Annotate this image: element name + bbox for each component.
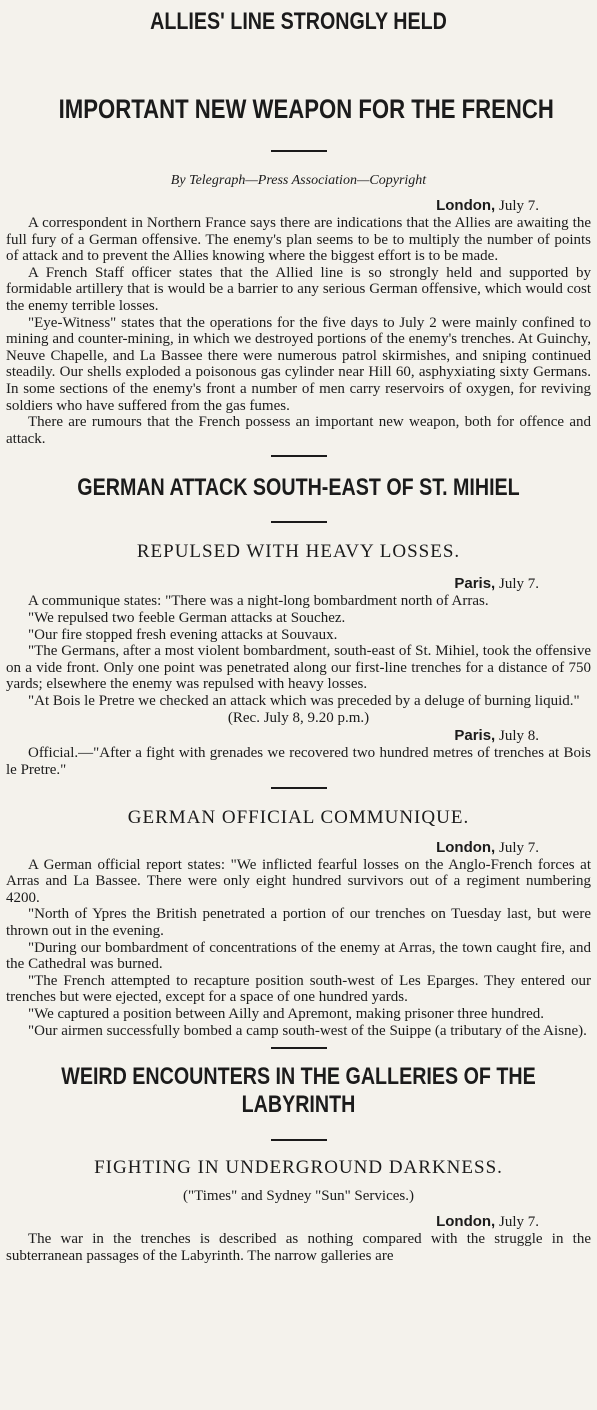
dateline bbox=[6, 197, 591, 215]
headline-weird-encounters-1: WEIRD ENCOUNTERS IN THE GALLERIES OF THE bbox=[61, 1063, 536, 1091]
dateline-date: July 7. bbox=[498, 1214, 539, 1231]
dateline bbox=[6, 839, 591, 857]
divider-rule bbox=[271, 455, 327, 457]
paragraph: "Eye-Witness" states that the operations for the five days to July 2 were mainly confined to mining and counter-mining, in which we destroyed portions of the enemy's trenches. At Guinchy, Neuve Chapelle, and La Bassee there were numerous patrol skirmishes, and sniping continued steadily. Our shells exploded a poisonous gas cylinder near Hill 60, asphyxiating sixty Germans. In some sections of the enemy's front a number of men carry reservoirs of oxygen, for reviving soldiers who have suffered from the gas fumes. bbox=[6, 314, 591, 414]
dateline-date: July 8. bbox=[498, 728, 539, 745]
dateline-place: Paris, bbox=[454, 727, 496, 745]
paragraph: "Our fire stopped fresh evening attacks at Souvaux. bbox=[28, 626, 338, 643]
paragraph: A French Staff officer states that the Allied line is so strongly held and supported by formidable artillery that is would be a barrier to any serious German offensive, which would cost the enemy terrible losses. bbox=[6, 264, 591, 314]
paragraph: "Our airmen successfully bombed a camp south-west of the Suippe (a tributary of the Aisne). bbox=[28, 1022, 587, 1039]
dateline-place: Paris, bbox=[454, 575, 496, 593]
newspaper-page bbox=[0, 8, 597, 1410]
dateline bbox=[6, 575, 591, 593]
paragraph: A correspondent in Northern France says there are indications that the Allies are awaiting the full fury of a German offensive. The enemy's plan seems to be to multiply the number of points of attack and to prevent the Allies knowing where the biggest effort is to be made. bbox=[6, 215, 591, 265]
dateline-place: London, bbox=[436, 197, 496, 214]
paragraph: "The French attempted to recapture position south-west of Les Eparges. They entered our trenches but were ejected, except for a space of one hundred yards. bbox=[6, 972, 591, 1006]
dateline-date: July 7. bbox=[498, 839, 539, 856]
paragraph: "We captured a position between Ailly and Apremont, making prisoner three hundred. bbox=[28, 1006, 545, 1022]
divider-rule bbox=[271, 521, 327, 523]
dateline-date: July 7. bbox=[498, 576, 539, 593]
paragraph: "At Bois le Pretre we checked an attack which was preceded by a deluge of burning liquid." bbox=[28, 692, 580, 709]
paragraph: There are rumours that the French possess an important new weapon, both for offence and attack. bbox=[6, 414, 591, 447]
subheadline-underground: FIGHTING IN UNDERGROUND DARKNESS. bbox=[94, 1157, 503, 1179]
dateline-place: London, bbox=[436, 1213, 496, 1231]
paragraph: The war in the trenches is described as nothing compared with the struggle in the subterranean passages of the Labyrinth. The narrow galleries are bbox=[6, 1231, 591, 1264]
divider-rule bbox=[271, 1047, 327, 1049]
paragraph: "The Germans, after a most violent bombardment, south-east of St. Mihiel, took the offensive on a vide front. Only one point was penetrated along our first-line trenches for a distance of 750 yards; elsewhere the enemy was repulsed with heavy losses. bbox=[6, 643, 591, 693]
subheadline-repulsed: REPULSED WITH HEAVY LOSSES. bbox=[136, 541, 461, 563]
credit-line: By Telegraph—Press Association—Copyright bbox=[170, 173, 427, 188]
subheadline-new-weapon: IMPORTANT NEW WEAPON FOR THE FRENCH bbox=[58, 94, 554, 124]
dateline-date: July 7. bbox=[498, 198, 539, 214]
received-note: (Rec. July 8, 9.20 p.m.) bbox=[227, 710, 370, 727]
divider-rule bbox=[271, 150, 327, 152]
paragraph: "North of Ypres the British penetrated a portion of our trenches on Tuesday last, but were thrown out in the evening. bbox=[6, 906, 591, 940]
paragraph: A German official report states: "We inflicted fearful losses on the Anglo-French forces at Arras and La Bassee. There were only eight hundred survivors out of a regiment numbering 4200. bbox=[6, 856, 591, 906]
paragraph: "During our bombardment of concentrations of the enemy at Arras, the town caught fire, and the Cathedral was burned. bbox=[6, 939, 591, 973]
divider-rule bbox=[271, 1139, 327, 1141]
official-paragraph: Official.—"After a fight with grenades we recovered two hundred metres of trenches at Bois le Pretre." bbox=[6, 745, 591, 779]
credit-line: ("Times" and Sydney "Sun" Services.) bbox=[182, 1188, 414, 1205]
paragraph: A communique states: "There was a night-long bombardment north of Arras. bbox=[28, 593, 489, 610]
headline-allies-line: ALLIES' LINE STRONGLY HELD bbox=[150, 8, 447, 35]
headline-weird-encounters-2: LABYRINTH bbox=[241, 1091, 356, 1119]
paragraph: "We repulsed two feeble German attacks at Souchez. bbox=[28, 609, 346, 626]
dateline-place: London, bbox=[436, 838, 496, 856]
dateline bbox=[6, 727, 591, 745]
subheadline-german-communique: GERMAN OFFICIAL COMMUNIQUE. bbox=[127, 806, 470, 828]
dateline bbox=[6, 1213, 591, 1231]
divider-rule bbox=[271, 787, 327, 789]
headline-st-mihiel: GERMAN ATTACK SOUTH-EAST OF ST. MIHIEL bbox=[77, 474, 520, 502]
